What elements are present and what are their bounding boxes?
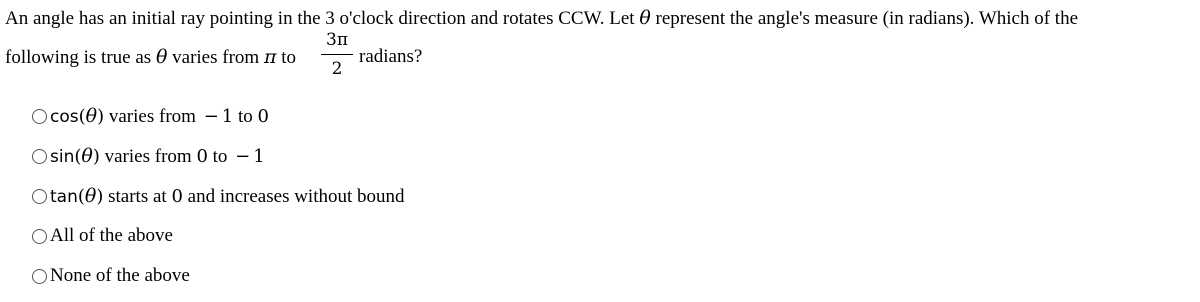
paren-open: (	[77, 185, 85, 207]
minus-sign: −	[235, 145, 251, 167]
paren-close: )	[96, 185, 104, 207]
theta-symbol: θ	[81, 144, 93, 167]
option-all-of-the-above[interactable]	[32, 216, 405, 256]
radio-button[interactable]	[32, 149, 47, 164]
theta-symbol: θ	[84, 184, 97, 207]
option-none-of-the-above[interactable]	[32, 256, 405, 296]
function-name: cos	[50, 106, 79, 127]
question-text-segment: following is true as	[5, 47, 156, 68]
option-label	[50, 185, 405, 208]
option-cos[interactable]	[32, 96, 405, 136]
radio-button[interactable]	[32, 269, 47, 284]
theta-symbol: θ	[155, 46, 168, 68]
option-text: varies from	[104, 105, 201, 127]
fraction-numerator: 3π	[326, 30, 348, 50]
question-text-part	[5, 45, 296, 70]
option-text: and increases without bound	[182, 185, 405, 207]
paren-open: (	[74, 145, 82, 167]
question-text	[5, 6, 1195, 91]
theta-symbol: θ	[85, 104, 98, 127]
function-name: sin	[50, 146, 75, 167]
paren-close: )	[97, 105, 105, 127]
paren-open: (	[78, 105, 86, 127]
question-text-part: An angle has an initial ray pointing in the 3 o'clock direction and rotates CCW. Let	[5, 8, 640, 29]
radio-button[interactable]	[32, 109, 47, 124]
theta-symbol: θ	[639, 7, 651, 29]
option-text: starts at	[103, 185, 172, 207]
fraction-bar	[321, 54, 353, 55]
pi-symbol: π	[263, 46, 277, 68]
option-value: 1	[253, 145, 265, 167]
option-label: All of the above	[50, 225, 173, 246]
question-text-part: radians?	[359, 46, 423, 67]
option-value: 0	[171, 185, 183, 207]
option-text: to	[233, 105, 258, 127]
function-name: tan	[50, 186, 78, 207]
radio-button[interactable]	[32, 189, 47, 204]
option-label: None of the above	[50, 265, 190, 286]
radio-button[interactable]	[32, 229, 47, 244]
question-line-2	[5, 30, 1195, 91]
question-text-segment: varies from	[167, 47, 264, 68]
question-text-part: represent the angle's measure (in radians). Which of the	[650, 8, 1079, 29]
option-text: varies from	[99, 145, 197, 167]
option-tan[interactable]	[32, 176, 405, 216]
option-value: 1	[221, 105, 234, 127]
paren-close: )	[92, 145, 100, 167]
fraction-denominator: 2	[331, 59, 343, 79]
option-value: 0	[196, 145, 208, 167]
question-line-1	[5, 6, 1195, 31]
answer-options	[32, 96, 405, 296]
option-sin[interactable]	[32, 136, 405, 176]
option-text: to	[207, 145, 233, 167]
option-label	[50, 105, 269, 128]
question-text-segment: to	[276, 47, 296, 68]
option-label	[50, 145, 265, 168]
fraction-three-pi-over-two	[321, 29, 353, 80]
option-value: 0	[257, 105, 269, 127]
minus-sign: −	[203, 105, 219, 127]
